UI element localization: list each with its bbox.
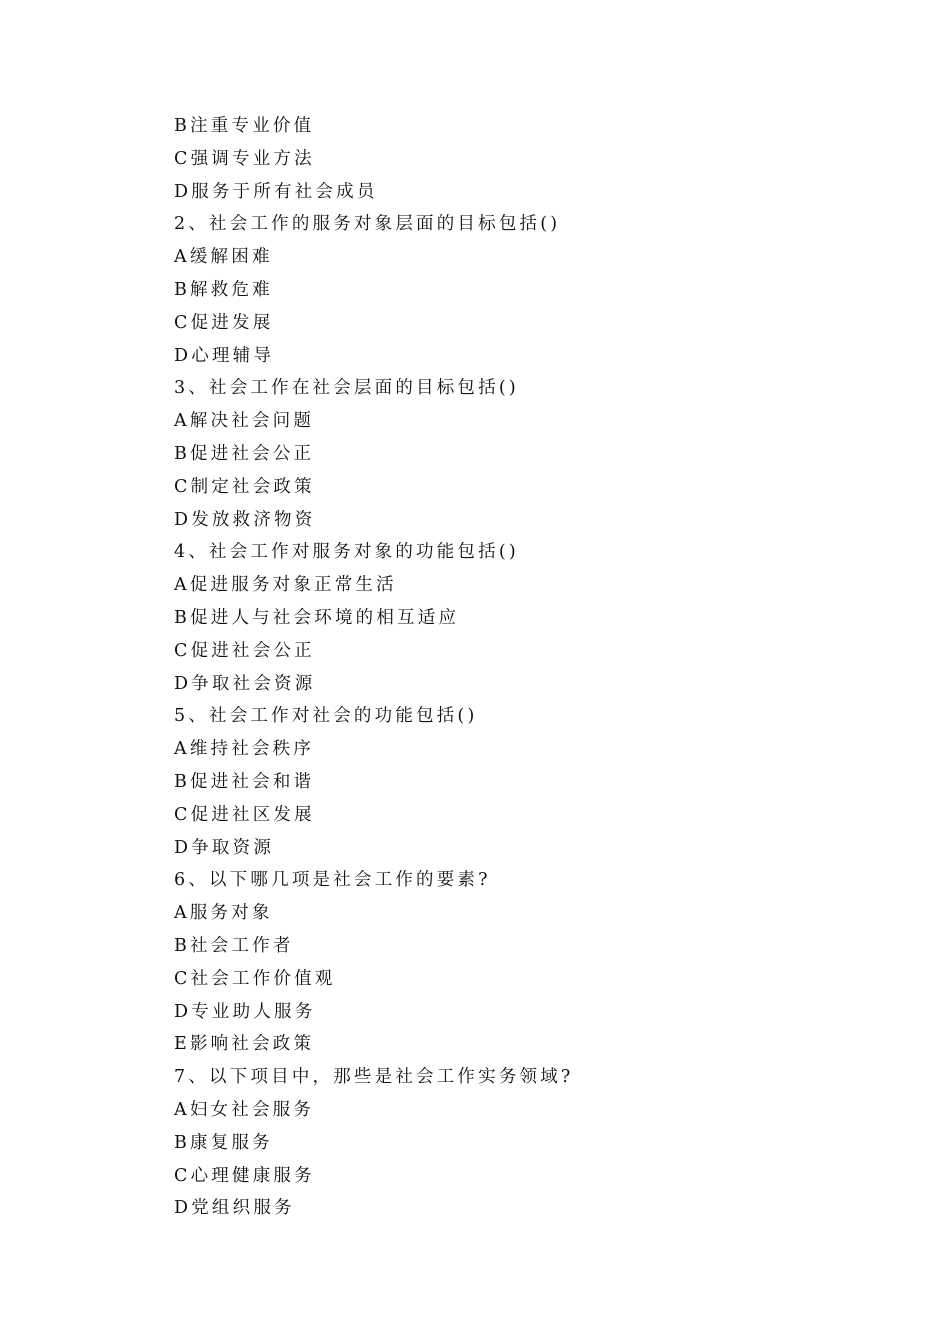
question-line: 6、以下哪几项是社会工作的要素?: [174, 870, 491, 891]
option-line: A维持社会秩序: [174, 739, 315, 760]
text-block: [174, 110, 874, 1225]
question-line: 3、社会工作在社会层面的目标包括(): [174, 378, 519, 399]
option-line: B促进人与社会环境的相互适应: [174, 607, 460, 628]
option-line: B康复服务: [174, 1132, 273, 1153]
option-line: C社会工作价值观: [174, 968, 336, 989]
option-line: A服务对象: [174, 903, 273, 924]
option-line: B促进社会公正: [174, 443, 315, 464]
option-line: C促进社会公正: [174, 640, 315, 661]
question-line: 5、社会工作对社会的功能包括(): [174, 706, 478, 727]
option-line: C心理健康服务: [174, 1165, 315, 1186]
option-line: A解决社会问题: [174, 411, 315, 432]
option-line: D争取社会资源: [174, 673, 316, 694]
option-line: D争取资源: [174, 837, 275, 858]
option-line: D专业助人服务: [174, 1001, 316, 1022]
option-line: A妇女社会服务: [174, 1099, 315, 1120]
question-line: 2、社会工作的服务对象层面的目标包括(): [174, 214, 561, 235]
option-line: E影响社会政策: [174, 1034, 315, 1055]
question-line: 7、以下项目中，那些是社会工作实务领域?: [174, 1067, 574, 1088]
option-line: D发放救济物资: [174, 509, 316, 530]
option-line: C制定社会政策: [174, 476, 315, 497]
option-line: B社会工作者: [174, 935, 294, 956]
option-line: C强调专业方法: [174, 148, 315, 169]
option-line: D党组织服务: [174, 1198, 295, 1219]
option-line: C促进发展: [174, 312, 274, 333]
option-line: A促进服务对象正常生活: [174, 575, 397, 596]
option-line: B解救危难: [174, 279, 273, 300]
option-line: C促进社区发展: [174, 804, 315, 825]
option-line: B促进社会和谐: [174, 771, 315, 792]
option-line: D心理辅导: [174, 345, 275, 366]
option-line: D服务于所有社会成员: [174, 181, 378, 202]
option-line: A缓解困难: [174, 247, 273, 268]
option-line: B注重专业价值: [174, 116, 315, 136]
question-line: 4、社会工作对服务对象的功能包括(): [174, 542, 519, 563]
